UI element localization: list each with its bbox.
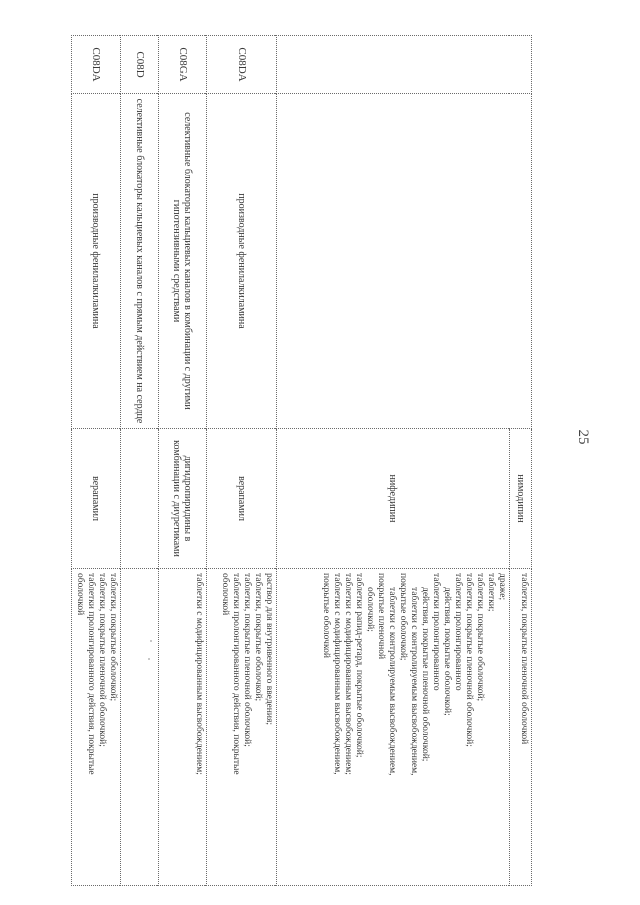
dosage-form-line: таблетки; [486,573,496,612]
inn-cell: верапамил [207,429,277,569]
dosage-form-line: действия, покрытые пленочной оболочкой; [420,587,430,762]
dosage-form-line: таблетки с контролируемым высвобождением, [409,587,419,776]
dosage-form-line: таблетки с модифицированным высвобождением, [332,573,342,775]
dosage-form-line: таблетки пролонгированного [431,573,441,691]
group-name-cell: селективные блокаторы кальциевых каналов с прямым действием на сердце [121,94,159,429]
dosage-form-line: таблетки, покрытые пленочной оболочкой; [242,573,252,747]
dosage-form-line: таблетки с контролируемым высвобождением, [387,587,397,776]
group-name-cell: производные фенилалкиламина [72,94,121,429]
dosage-form-line: таблетки, покрытые пленочной оболочкой; [464,573,474,747]
dosage-form-line: оболочкой; [365,587,375,632]
dosage-forms-cell [159,569,207,886]
atc-code-cell: C08DA [72,36,121,94]
inn-cell: нимодипин [510,429,532,569]
dosage-form-line: таблетки, покрытые оболочкой; [108,573,118,702]
dosage-form-line: драже; [497,573,507,601]
dosage-form-line: покрытые пленочной [376,573,386,660]
drug-list-table [77,35,532,885]
group-name-cell: селективные блокаторы кальциевых каналов в комбинации с другими гипотензивными средствами [159,94,207,429]
dosage-form-line: таблетки с модифицированным высвобождением; [194,573,204,775]
dosage-forms-cell [207,569,277,886]
dosage-form-line: оболочкой [75,573,85,616]
dosage-forms-cell [277,569,510,886]
atc-code-cell: C08GA [159,36,207,94]
dosage-form-line: таблетки с модифицированным высвобождением; [343,573,353,775]
page-number: 25 [575,429,591,445]
dosage-form-line: оболочкой [220,573,230,616]
inn-cell: нифедипин [277,429,510,569]
dosage-form-line: таблетки пролонгированного действия, покрытые [231,573,241,775]
dosage-forms-cell [121,569,159,886]
atc-code-cell: C08DA [207,36,277,94]
inn-cell: дигидропиридины в комбинации с диуретиками [159,429,207,569]
inn-cell: верапамил [72,429,121,569]
atc-code-cell [277,36,532,94]
dosage-form-line: таблетки рапид-ретард, покрытые оболочкой; [354,573,364,758]
group-name-cell: производные фенилалкиламина [207,94,277,429]
dosage-form-line: раствор для внутривенного введения; [264,573,274,725]
dosage-form-line: таблетки, покрытые оболочкой; [253,573,263,702]
group-name-cell [277,94,532,429]
atc-code-cell: C08D [121,36,159,94]
dosage-form-line: таблетки, покрытые оболочкой; [475,573,485,702]
dosage-forms-cell [72,569,121,886]
inn-cell [121,429,159,569]
dosage-form-line: таблетки, покрытые пленочной оболочкой; [97,573,107,747]
dosage-form-line: таблетки, покрытые пленочной оболочкой [519,573,529,745]
dosage-form-line: таблетки пролонгированного [453,573,463,691]
dosage-form-line: действия, покрытые оболочкой; [442,587,452,716]
dosage-form-line: таблетки пролонгированного действия, покрытые [86,573,96,775]
dosage-form-line: покрытые оболочкой [321,573,331,658]
dosage-forms-cell [510,569,532,886]
dosage-form-line: покрытые оболочкой; [398,573,408,661]
